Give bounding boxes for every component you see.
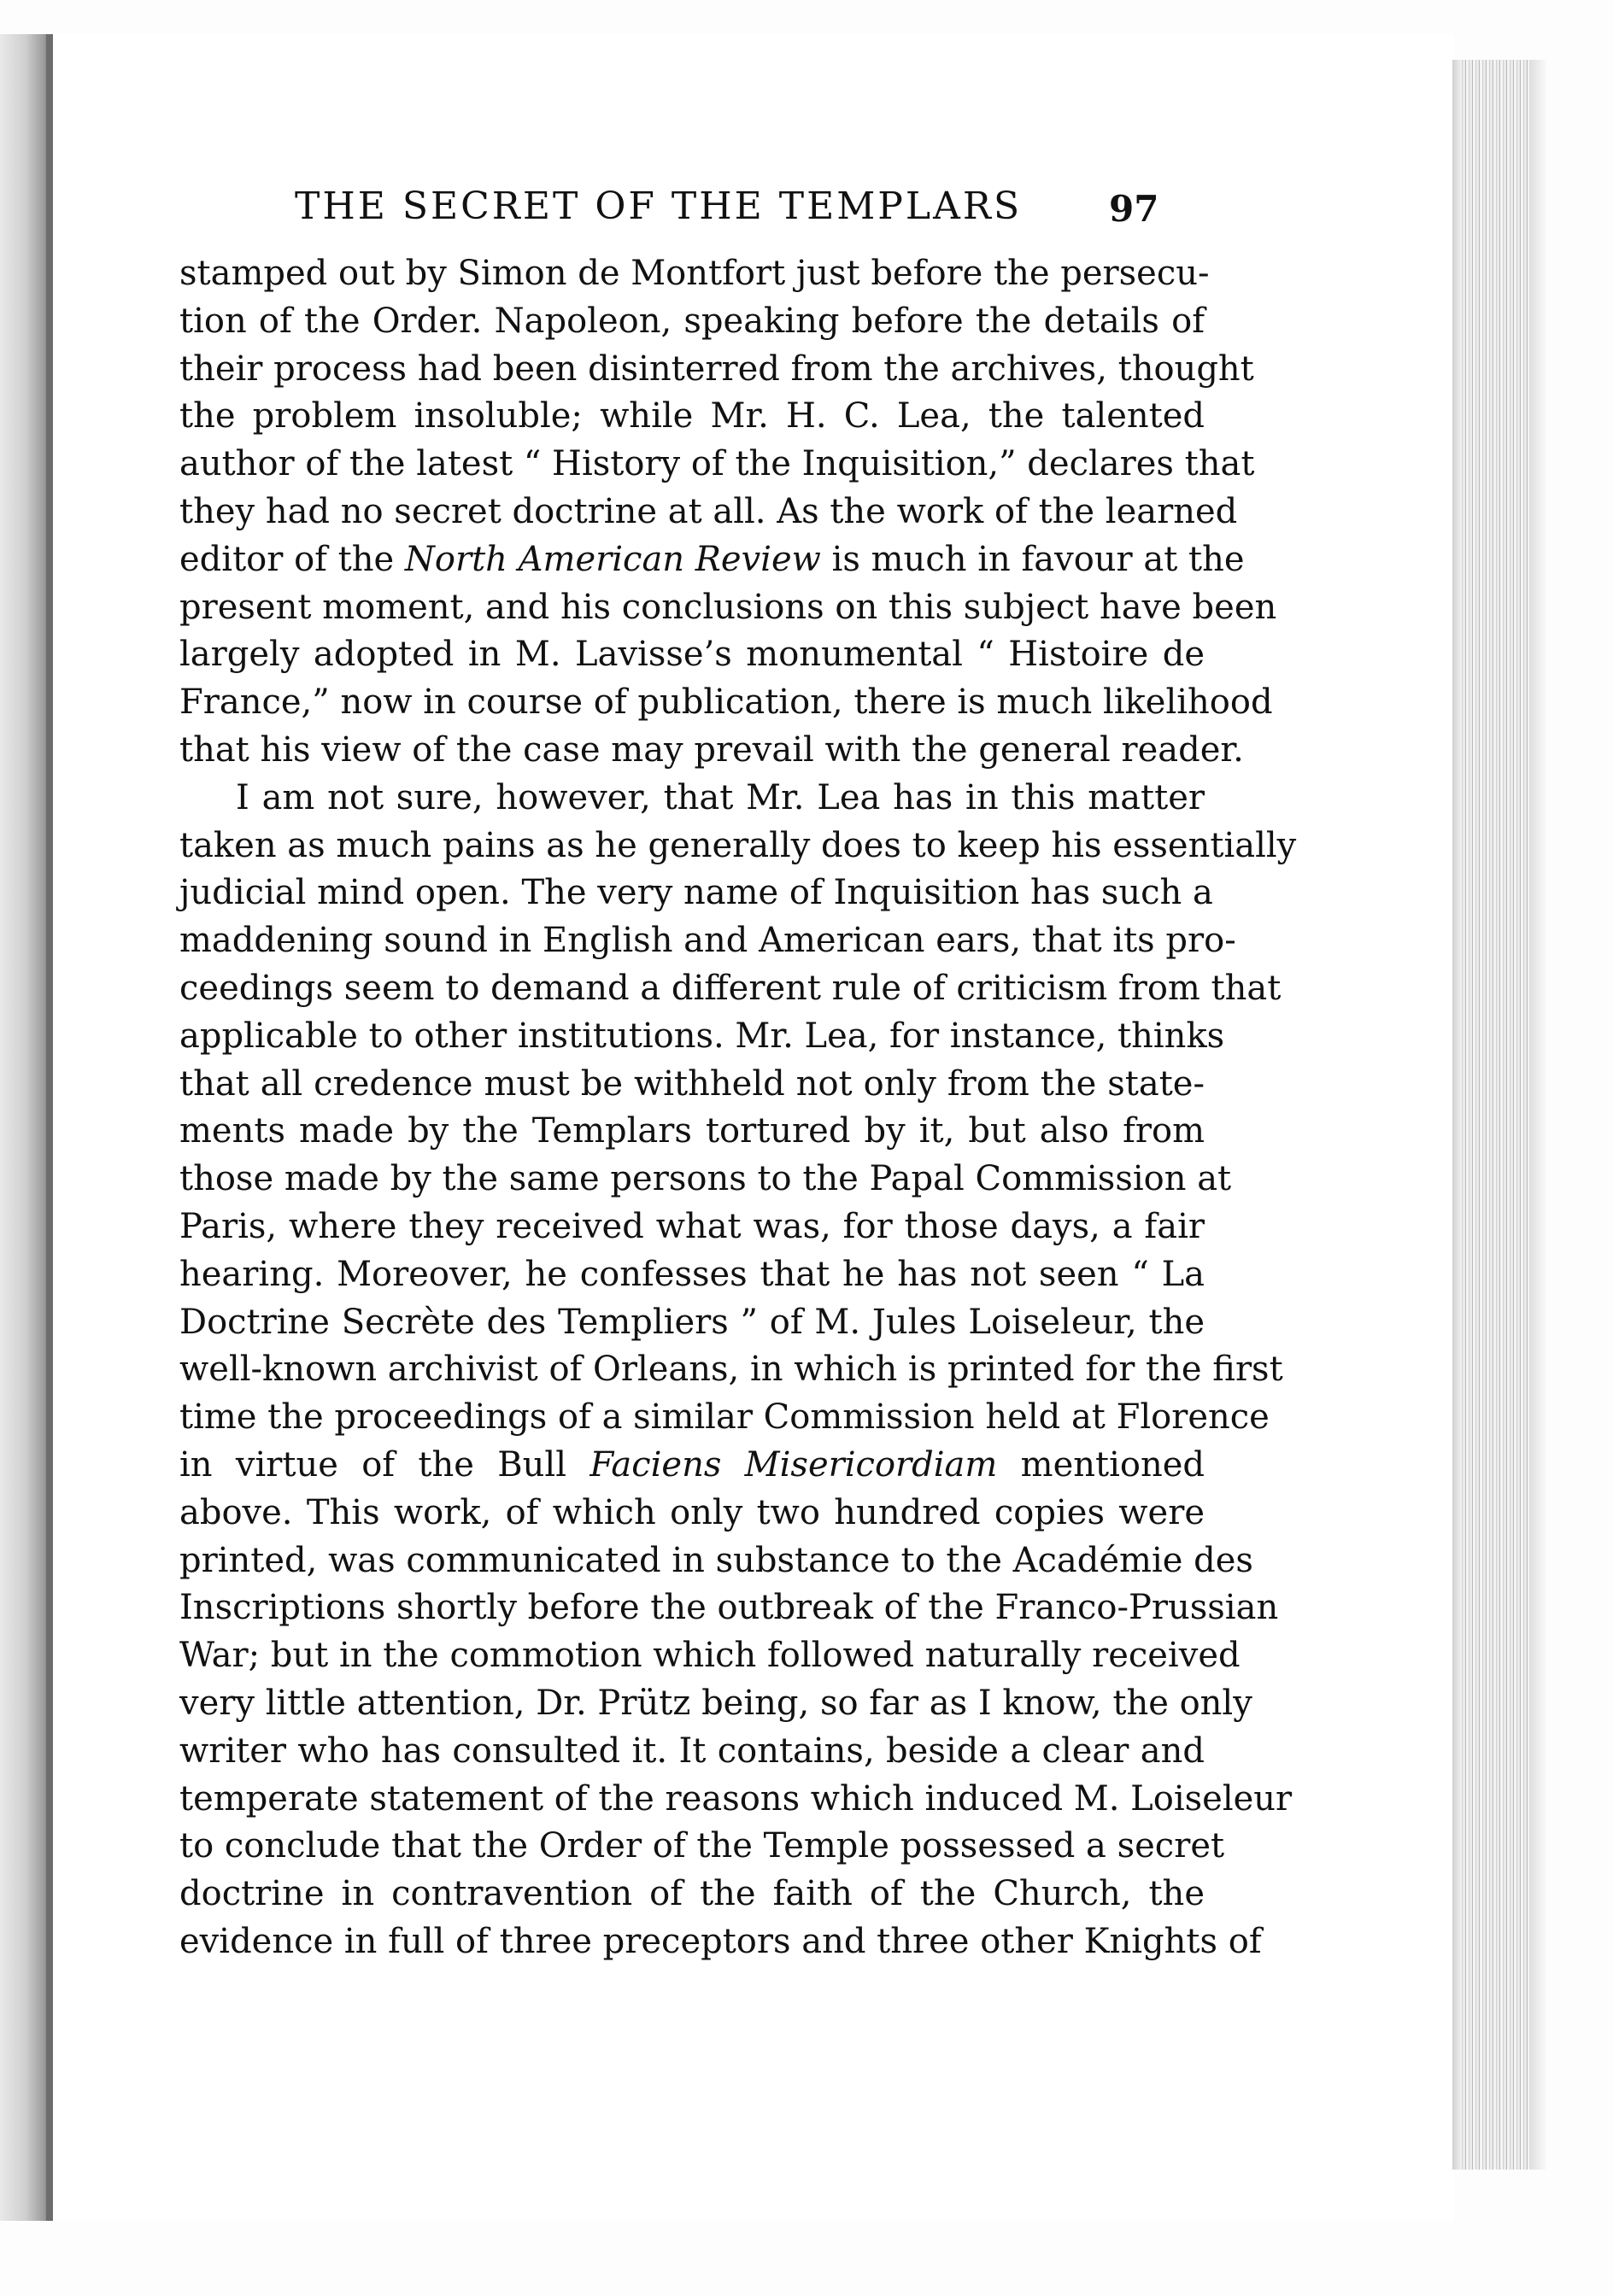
text-line: maddening sound in English and American ears, that its pro-: [179, 921, 1236, 961]
text-line: tion of the Order. Napoleon, speaking before the details of: [179, 301, 1205, 341]
book-spine-shadow: [0, 34, 53, 2221]
text-line: above. This work, of which only two hundred copies were: [179, 1492, 1205, 1532]
text-line: [179, 1442, 1205, 1490]
text-line: to conclude that the Order of the Temple possessed a secret: [179, 1826, 1225, 1866]
text-line: ments made by the Templars tortured by it, but also from: [179, 1111, 1205, 1151]
text-line: hearing. Moreover, he confesses that he has not seen “ La: [179, 1254, 1205, 1294]
text-run: in virtue of the Bull: [179, 1444, 590, 1485]
text-line: ceedings seem to demand a different rule of criticism from that: [179, 968, 1282, 1008]
text-line: largely adopted in M. Lavisse’s monumental “ Histoire de: [179, 635, 1205, 675]
text-line: very little attention, Dr. Prütz being, so far as I know, the only: [179, 1683, 1252, 1723]
text-line: War; but in the commotion which followed naturally received: [179, 1636, 1241, 1676]
text-line: time the proceedings of a similar Commission held at Florence: [179, 1397, 1270, 1438]
text-line: those made by the same persons to the Papal Commission at: [179, 1159, 1232, 1199]
text-line: the problem insoluble; while Mr. H. C. Lea, the talented: [179, 396, 1205, 436]
text-run: is much in favour at the: [820, 539, 1245, 579]
text-line: evidence in full of three preceptors and three other Knights of: [179, 1921, 1262, 1961]
text-line: present moment, and his conclusions on this subject have been: [179, 587, 1277, 627]
text-line: Inscriptions shortly before the outbreak of the Franco-Prussian: [179, 1588, 1279, 1628]
text-line: Doctrine Secrète des Templiers ” of M. Jules Loiseleur, the: [179, 1302, 1205, 1342]
text-line: doctrine in contravention of the faith of the Church, the: [179, 1874, 1205, 1914]
text-line: that all credence must be withheld not only from the state-: [179, 1063, 1205, 1104]
page-stack-edge: [1452, 60, 1529, 2170]
paragraph-start-line: I am not sure, however, that Mr. Lea has in this matter: [236, 777, 1205, 817]
text-line: Paris, where they received what was, for those days, a fair: [179, 1206, 1205, 1246]
text-line: author of the latest “ History of the Inquisition,” declares that: [179, 444, 1255, 484]
text-line: [179, 536, 1245, 584]
text-line: France,” now in course of publication, there is much likelihood: [179, 682, 1273, 723]
text-line: temperate statement of the reasons which induced M. Loiseleur: [179, 1778, 1293, 1819]
text-line: printed, was communicated in substance to the Académie des: [179, 1540, 1253, 1580]
text-line: taken as much pains as he generally does to keep his essentially: [179, 825, 1297, 865]
italic-title: Faciens Misericordiam: [589, 1444, 998, 1485]
page-header: [179, 184, 1205, 236]
text-line: well-known archivist of Orleans, in which is printed for the first: [179, 1350, 1283, 1390]
text-line: judicial mind open. The very name of Inquisition has such a: [179, 873, 1213, 913]
text-line: applicable to other institutions. Mr. Lea, for instance, thinks: [179, 1016, 1225, 1056]
text-line: stamped out by Simon de Montfort just before the persecu-: [179, 254, 1210, 293]
text-line: they had no secret doctrine at all. As the work of the learned: [179, 491, 1238, 531]
text-run: mentioned: [997, 1444, 1205, 1485]
text-run: editor of the: [179, 539, 405, 579]
page-number: 97: [1109, 188, 1159, 230]
text-line: their process had been disinterred from the archives, thought: [179, 348, 1254, 389]
text-line: that his view of the case may prevail with the general reader.: [179, 729, 1244, 770]
italic-title: North American Review: [404, 539, 821, 579]
text-line: writer who has consulted it. It contains, beside a clear and: [179, 1731, 1205, 1771]
body-text: [179, 250, 1297, 1966]
running-head: THE SECRET OF THE TEMPLARS: [295, 184, 1023, 228]
